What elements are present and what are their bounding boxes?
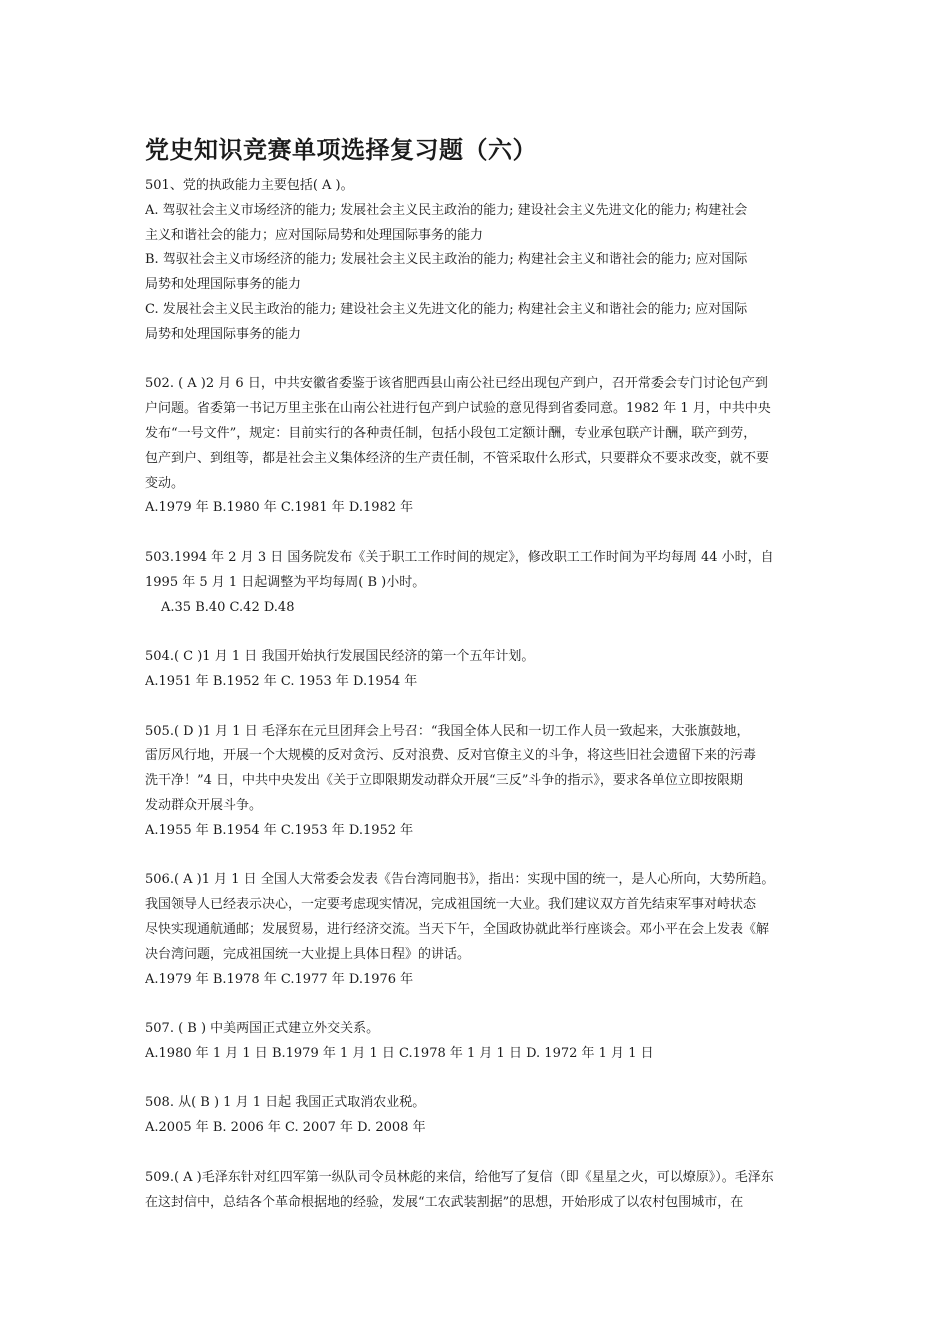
question-text-line: 雷厉风行地，开展一个大规模的反对贪污、反对浪费、反对官僚主义的斗争，将这些旧社会遗留下来的污毒: [145, 748, 757, 764]
paragraph-gap: [145, 1067, 813, 1092]
question-text-line: 局势和处理国际事务的能力: [145, 277, 302, 293]
question-stem: 508. 从( B ) 1 月 1 日起 我国正式取消农业税。: [145, 1095, 426, 1111]
question-509: [145, 1166, 813, 1216]
question-text-line: 主义和谐社会的能力；应对国际局势和处理国际事务的能力: [145, 227, 484, 243]
paragraph-gap: [145, 844, 813, 869]
question-text-line: 户问题。省委第一书记万里主张在山南公社进行包产到户试验的意见得到省委同意。1982 年 1 月，中共中央: [145, 401, 771, 417]
paragraph-gap: [145, 1141, 813, 1166]
answer-options: A.1979 年 B.1978 年 C.1977 年 D.1976 年: [145, 971, 414, 987]
document-body: [145, 136, 813, 1215]
question-text-line: 决台湾问题，完成祖国统一大业提上具体日程》的讲话。: [145, 946, 471, 962]
paragraph-gap: [145, 695, 813, 720]
question-505: [145, 720, 813, 844]
question-text-line: 发动群众开展斗争。: [145, 797, 263, 813]
answer-options: A.1955 年 B.1954 年 C.1953 年 D.1952 年: [145, 822, 414, 838]
paragraph-gap: [145, 992, 813, 1017]
question-stem: 507. ( B ) 中美两国正式建立外交关系。: [145, 1021, 380, 1037]
question-text-line: 我国领导人已经表示决心，一定要考虑现实情况，完成祖国统一大业。我们建议双方首先结束军事对峙状态: [145, 897, 757, 913]
question-504: [145, 645, 813, 695]
question-text-line: 尽快实现通航通邮；发展贸易，进行经济交流。当天下午，全国政协就此举行座谈会。邓小平在会上发表《解: [145, 921, 770, 937]
answer-options: A.35 B.40 C.42 D.48: [161, 599, 295, 615]
question-text-line: 1995 年 5 月 1 日起调整为平均每周( B )小时。: [145, 574, 426, 590]
paragraph-gap: [145, 521, 813, 546]
question-text-line: C. 发展社会主义民主政治的能力; 建设社会主义先进文化的能力; 构建社会主义和谐社会的能力; 应对国际: [145, 301, 748, 317]
question-text-line: 局势和处理国际事务的能力: [145, 326, 302, 342]
question-stem: 509.( A )毛泽东针对红四军第一纵队司令员林彪的来信，给他写了复信（即《星星之火，可以燎原》）。毛泽东: [145, 1169, 774, 1185]
answer-options: A.1979 年 B.1980 年 C.1981 年 D.1982 年: [145, 500, 414, 516]
question-text-line: 在这封信中，总结各个革命根据地的经验，发展“工农武装割据”的思想，开始形成了以农村包围城市，在: [145, 1194, 744, 1210]
question-text-line: 洗干净！”4 日，中共中央发出《关于立即限期发动群众开展“三反”斗争的指示》，要求各单位立即按限期: [145, 773, 743, 789]
question-506: [145, 868, 813, 992]
paragraph-gap: [145, 620, 813, 645]
answer-options: A.2005 年 B. 2006 年 C. 2007 年 D. 2008 年: [145, 1120, 426, 1136]
question-501: [145, 174, 813, 348]
answer-options: A.1951 年 B.1952 年 C. 1953 年 D.1954 年: [145, 673, 418, 689]
question-stem: 506.( A )1 月 1 日 全国人大常委会发表《告台湾同胞书》，指出：实现中国的统一，是人心所向，大势所趋。: [145, 872, 775, 888]
question-stem: 505.( D )1 月 1 日 毛泽东在元旦团拜会上号召：“我国全体人民和一切工作人员一致起来，大张旗鼓地，: [145, 723, 750, 739]
question-503: [145, 546, 813, 620]
question-text-line: 发布“一号文件”，规定：目前实行的各种责任制，包括小段包工定额计酬，专业承包联产计酬，联产到劳，: [145, 425, 757, 441]
question-stem: 502. ( A )2 月 6 日，中共安徽省委鉴于该省肥西县山南公社已经出现包产到户，召开常委会专门讨论包产到: [145, 376, 768, 392]
document-title: 党史知识竞赛单项选择复习题（六）: [145, 136, 537, 164]
question-507: [145, 1017, 813, 1067]
question-stem: 503.1994 年 2 月 3 日 国务院发布《关于职工工作时间的规定》，修改职工工作时间为平均每周 44 小时，自: [145, 549, 774, 565]
answer-options: A.1980 年 1 月 1 日 B.1979 年 1 月 1 日 C.1978 年 1 月 1 日 D. 1972 年 1 月 1 日: [145, 1045, 654, 1061]
question-text-line: B. 驾驭社会主义市场经济的能力; 发展社会主义民主政治的能力; 构建社会主义和谐社会的能力; 应对国际: [145, 252, 748, 268]
question-508: [145, 1091, 813, 1141]
question-text-line: 包产到户、到组等，都是社会主义集体经济的生产责任制，不管采取什么形式，只要群众不要求改变，就不要: [145, 450, 770, 466]
question-stem: 504.( C )1 月 1 日 我国开始执行发展国民经济的第一个五年计划。: [145, 649, 535, 665]
question-text-line: A. 驾驭社会主义市场经济的能力; 发展社会主义民主政治的能力; 建设社会主义先进文化的能力; 构建社会: [145, 202, 748, 218]
question-text-line: 变动。: [145, 475, 185, 491]
paragraph-gap: [145, 348, 813, 373]
question-stem: 501、党的执政能力主要包括( A )。: [145, 178, 354, 193]
question-502: [145, 372, 813, 521]
